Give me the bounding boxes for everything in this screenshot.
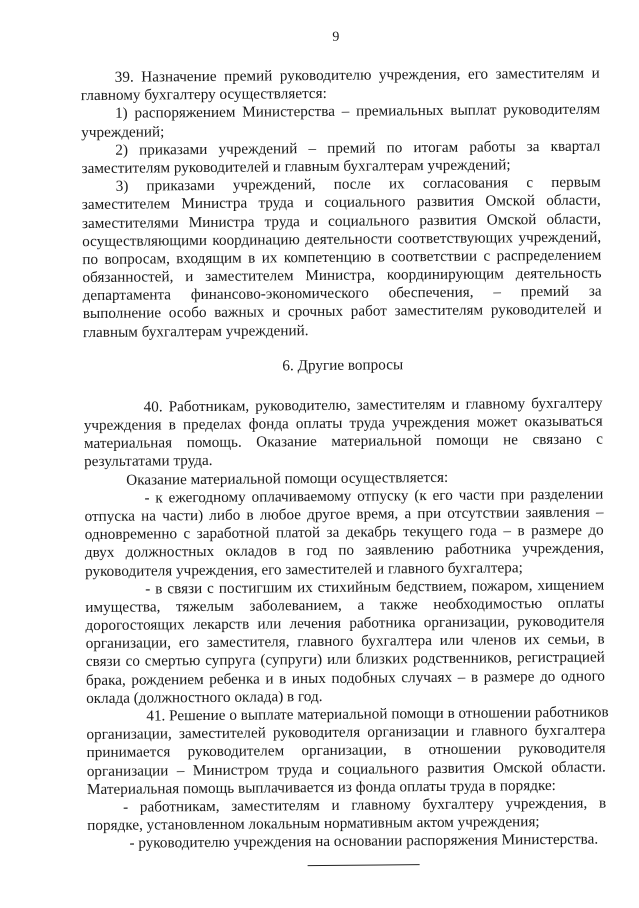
- text-line: результатами труда.: [84, 452, 213, 471]
- text-line: двух должностных окладов в год по заявлению работника учреждения,: [84, 539, 604, 562]
- paragraph-39: [81, 65, 602, 342]
- text-line: принимается руководителем организации, в отношении руководителя: [86, 739, 606, 762]
- text-line: дорогостоящих лекарств или лечения работника организации, руководителя: [85, 612, 605, 635]
- text-line: - в связи с постигшим их стихийным бедствием, пожаром, хищением: [145, 576, 605, 598]
- text-line: Материальная помощь выплачивается из фонда оплаты труда в порядке:: [86, 776, 556, 798]
- text-line: руководителя учреждения, его заместителей и главного бухгалтера;: [84, 558, 523, 580]
- text-line: - к ежегодному оплачиваемому отпуску (к его части при разделении: [144, 485, 604, 507]
- text-line: главным бухгалтерам учреждений.: [82, 321, 309, 341]
- text-line: - руководителю учреждения на основании распоряжения Министерства.: [129, 830, 599, 852]
- text-line: 3) приказами учреждений, после их согласования с первым: [115, 173, 601, 195]
- text-line: заместителям руководителей и главным бухгалтерам учреждений;: [81, 156, 511, 178]
- text-line: организации – Министром труда и социального развития Омской области.: [86, 758, 606, 780]
- text-line: организации, его заместителя, главного бухгалтера или членов их семьи, в: [85, 630, 605, 653]
- text-line: брака, рождением ребенка и в иных подобных случаях – в размере до одного: [85, 667, 606, 689]
- text-line: одновременно с заработной платой за декабрь текущего года – в размере до: [84, 521, 604, 544]
- text-line: 41. Решение о выплате материальной помощи в отношении работников: [146, 703, 609, 725]
- text-line: главному бухгалтеру осуществляется:: [80, 85, 327, 105]
- text-line: 2) приказами учреждений – премий по итогам работы за квартал: [115, 137, 601, 159]
- text-line: 1) распоряжением Министерства – премиальных выплат руководителям: [114, 100, 601, 123]
- text-line: по вопросам, входящим в их компетенцию в соответствии с распределением: [82, 246, 602, 268]
- text-line: осуществляющими координацию деятельности соответствующих учреждений,: [82, 228, 602, 250]
- text-line: департамента финансово-экономического обеспечения, – премий за: [82, 282, 602, 305]
- page-number: 9: [332, 29, 340, 45]
- text-line: имущества, тяжелым заболеванием, а также необходимостью оплаты: [85, 594, 605, 616]
- section-heading: 6. Другие вопросы: [282, 356, 404, 375]
- text-line: заместителями Министра труда и социального развития Омской области,: [81, 210, 602, 232]
- text-line: 39. Назначение премий руководителю учреждения, его заместителям и: [114, 64, 600, 86]
- text-line: - работникам, заместителям и главному бухгалтеру учреждения, в: [123, 794, 607, 816]
- text-line: Оказание материальной помощи осуществляется:: [126, 468, 449, 489]
- text-line: отпуска на части) либо в любое другое время, а при отсутствии заявления –: [84, 503, 604, 525]
- text-line: порядке, установленном локальным нормативным актом учреждения;: [87, 813, 540, 835]
- paragraph-40: [84, 394, 606, 708]
- text-line: выполнение особо важных и срочных работ заместителям руководителей и: [82, 300, 602, 323]
- text-line: обязанностей, и заместителем Министра, координирующим деятельность: [82, 264, 602, 287]
- text-line: учреждения в пределах фонда оплаты труда учреждения может оказываться: [83, 412, 603, 435]
- text-line: 40. Работникам, руководителю, заместителям и главному бухгалтеру: [143, 394, 603, 416]
- separator-line: [308, 864, 420, 866]
- paragraph-41: [86, 703, 609, 854]
- text-line: связи со смертью супруга (супруги) или близких родственников, регистрацией: [85, 648, 605, 671]
- text-line: заместителем Министра труда и социального развития Омской области,: [81, 191, 601, 214]
- text-line: учреждений;: [81, 122, 165, 141]
- text-line: организации, заместителей руководителя организации и главного бухгалтера: [86, 721, 606, 744]
- text-line: оклада (должностного оклада) в год.: [86, 687, 323, 707]
- text-line: материальная помощь. Оказание материальной помощи не связано с: [83, 430, 603, 453]
